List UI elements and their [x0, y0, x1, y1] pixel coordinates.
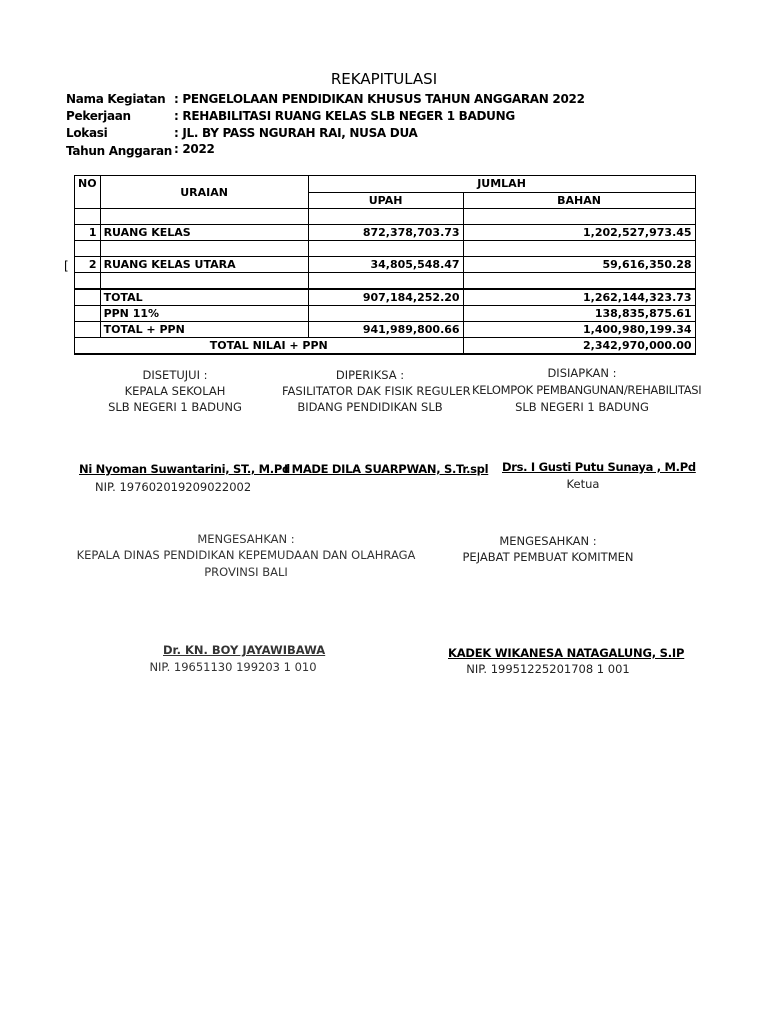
grand-total-row [75, 338, 696, 355]
info-value-lokasi: : JL. BY PASS NGURAH RAI, NUSA DUA [174, 126, 418, 140]
mengesahkan-ppk-position: PEJABAT PEMBUAT KOMITMEN [462, 550, 634, 564]
disiapkan-name: Drs. I Gusti Putu Sunaya , M.Pd [502, 460, 696, 474]
disetujui-position: KEPALA SEKOLAH [124, 384, 226, 398]
info-label-pekerjaan: Pekerjaan [66, 109, 131, 123]
total-bahan: 1,262,144,323.73 [463, 289, 695, 306]
grand-total-value: 2,342,970,000.00 [463, 338, 695, 355]
table-row [75, 257, 696, 273]
ppn-upah [308, 306, 463, 322]
info-label-nama-kegiatan: Nama Kegiatan [66, 92, 166, 106]
row-no: 1 [75, 225, 101, 241]
recap-table [74, 175, 696, 355]
mengesahkan-dinas-name: Dr. KN. BOY JAYAWIBAWA [163, 643, 326, 657]
disiapkan-unit: SLB NEGERI 1 BADUNG [515, 400, 649, 414]
row-uraian: RUANG KELAS UTARA [100, 257, 308, 273]
spacer-row [75, 209, 696, 225]
row-upah: 872,378,703.73 [308, 225, 463, 241]
mengesahkan-ppk-name: KADEK WIKANESA NATAGALUNG, S.IP [448, 646, 685, 660]
disetujui-unit: SLB NEGERI 1 BADUNG [108, 400, 242, 414]
diperiksa-position: FASILITATOR DAK FISIK REGULER [282, 384, 471, 398]
spacer-row [75, 273, 696, 290]
mengesahkan-dinas-heading: MENGESAHKAN : [197, 532, 295, 546]
disetujui-name: Ni Nyoman Suwantarini, ST., M.Pd [79, 462, 290, 476]
ppn-bahan: 138,835,875.61 [463, 306, 695, 322]
info-value-nama-kegiatan: : PENGELOLAAN PENDIDIKAN KHUSUS TAHUN ANGGARAN 2022 [174, 92, 585, 106]
grand-total-label: TOTAL NILAI + PPN [75, 338, 464, 355]
total-ppn-row [75, 322, 696, 338]
mengesahkan-dinas-nip: NIP. 19651130 199203 1 010 [149, 660, 317, 674]
diperiksa-heading: DIPERIKSA : [335, 368, 405, 382]
row-bahan: 1,202,527,973.45 [463, 225, 695, 241]
header-uraian: URAIAN [100, 176, 308, 209]
total-ppn-label: TOTAL + PPN [100, 322, 308, 338]
mengesahkan-ppk-nip: NIP. 19951225201708 1 001 [466, 662, 630, 676]
header-jumlah: JUMLAH [308, 176, 695, 193]
header-upah: UPAH [308, 192, 463, 209]
diperiksa-name: I MADE DILA SUARPWAN, S.Tr.spl [284, 462, 489, 476]
row-uraian: RUANG KELAS [100, 225, 308, 241]
header-bahan: BAHAN [463, 192, 695, 209]
row-upah: 34,805,548.47 [308, 257, 463, 273]
spacer-row [75, 241, 696, 257]
margin-mark: [ [64, 259, 69, 273]
document-title: REKAPITULASI [330, 70, 438, 88]
diperiksa-unit: BIDANG PENDIDIKAN SLB [297, 400, 443, 414]
disetujui-nip: NIP. 197602019209022002 [95, 480, 252, 494]
row-no: 2 [75, 257, 101, 273]
ppn-label: PPN 11% [100, 306, 308, 322]
mengesahkan-ppk-heading: MENGESAHKAN : [499, 534, 597, 548]
disetujui-heading: DISETUJUI : [142, 368, 208, 382]
total-ppn-upah: 941,989,800.66 [308, 322, 463, 338]
row-bahan: 59,616,350.28 [463, 257, 695, 273]
total-upah: 907,184,252.20 [308, 289, 463, 306]
disiapkan-role: Ketua [566, 477, 600, 491]
mengesahkan-dinas-unit: PROVINSI BALI [204, 565, 288, 579]
info-value-pekerjaan: : REHABILITASI RUANG KELAS SLB NEGER 1 BADUNG [174, 109, 515, 123]
info-label-tahun-anggaran: Tahun Anggaran [66, 144, 173, 158]
info-label-lokasi: Lokasi [66, 126, 108, 140]
total-label: TOTAL [100, 289, 308, 306]
disiapkan-position: KELOMPOK PEMBANGUNAN/REHABILITASI [472, 383, 702, 397]
disiapkan-heading: DISIAPKAN : [547, 366, 617, 380]
ppn-row [75, 306, 696, 322]
header-no: NO [75, 176, 101, 209]
table-header-row [75, 176, 696, 193]
total-ppn-bahan: 1,400,980,199.34 [463, 322, 695, 338]
table-row [75, 225, 696, 241]
info-value-tahun-anggaran: : 2022 [174, 142, 215, 156]
mengesahkan-dinas-position: KEPALA DINAS PENDIDIKAN KEPEMUDAAN DAN OLAHRAGA [76, 548, 416, 562]
total-row [75, 289, 696, 306]
